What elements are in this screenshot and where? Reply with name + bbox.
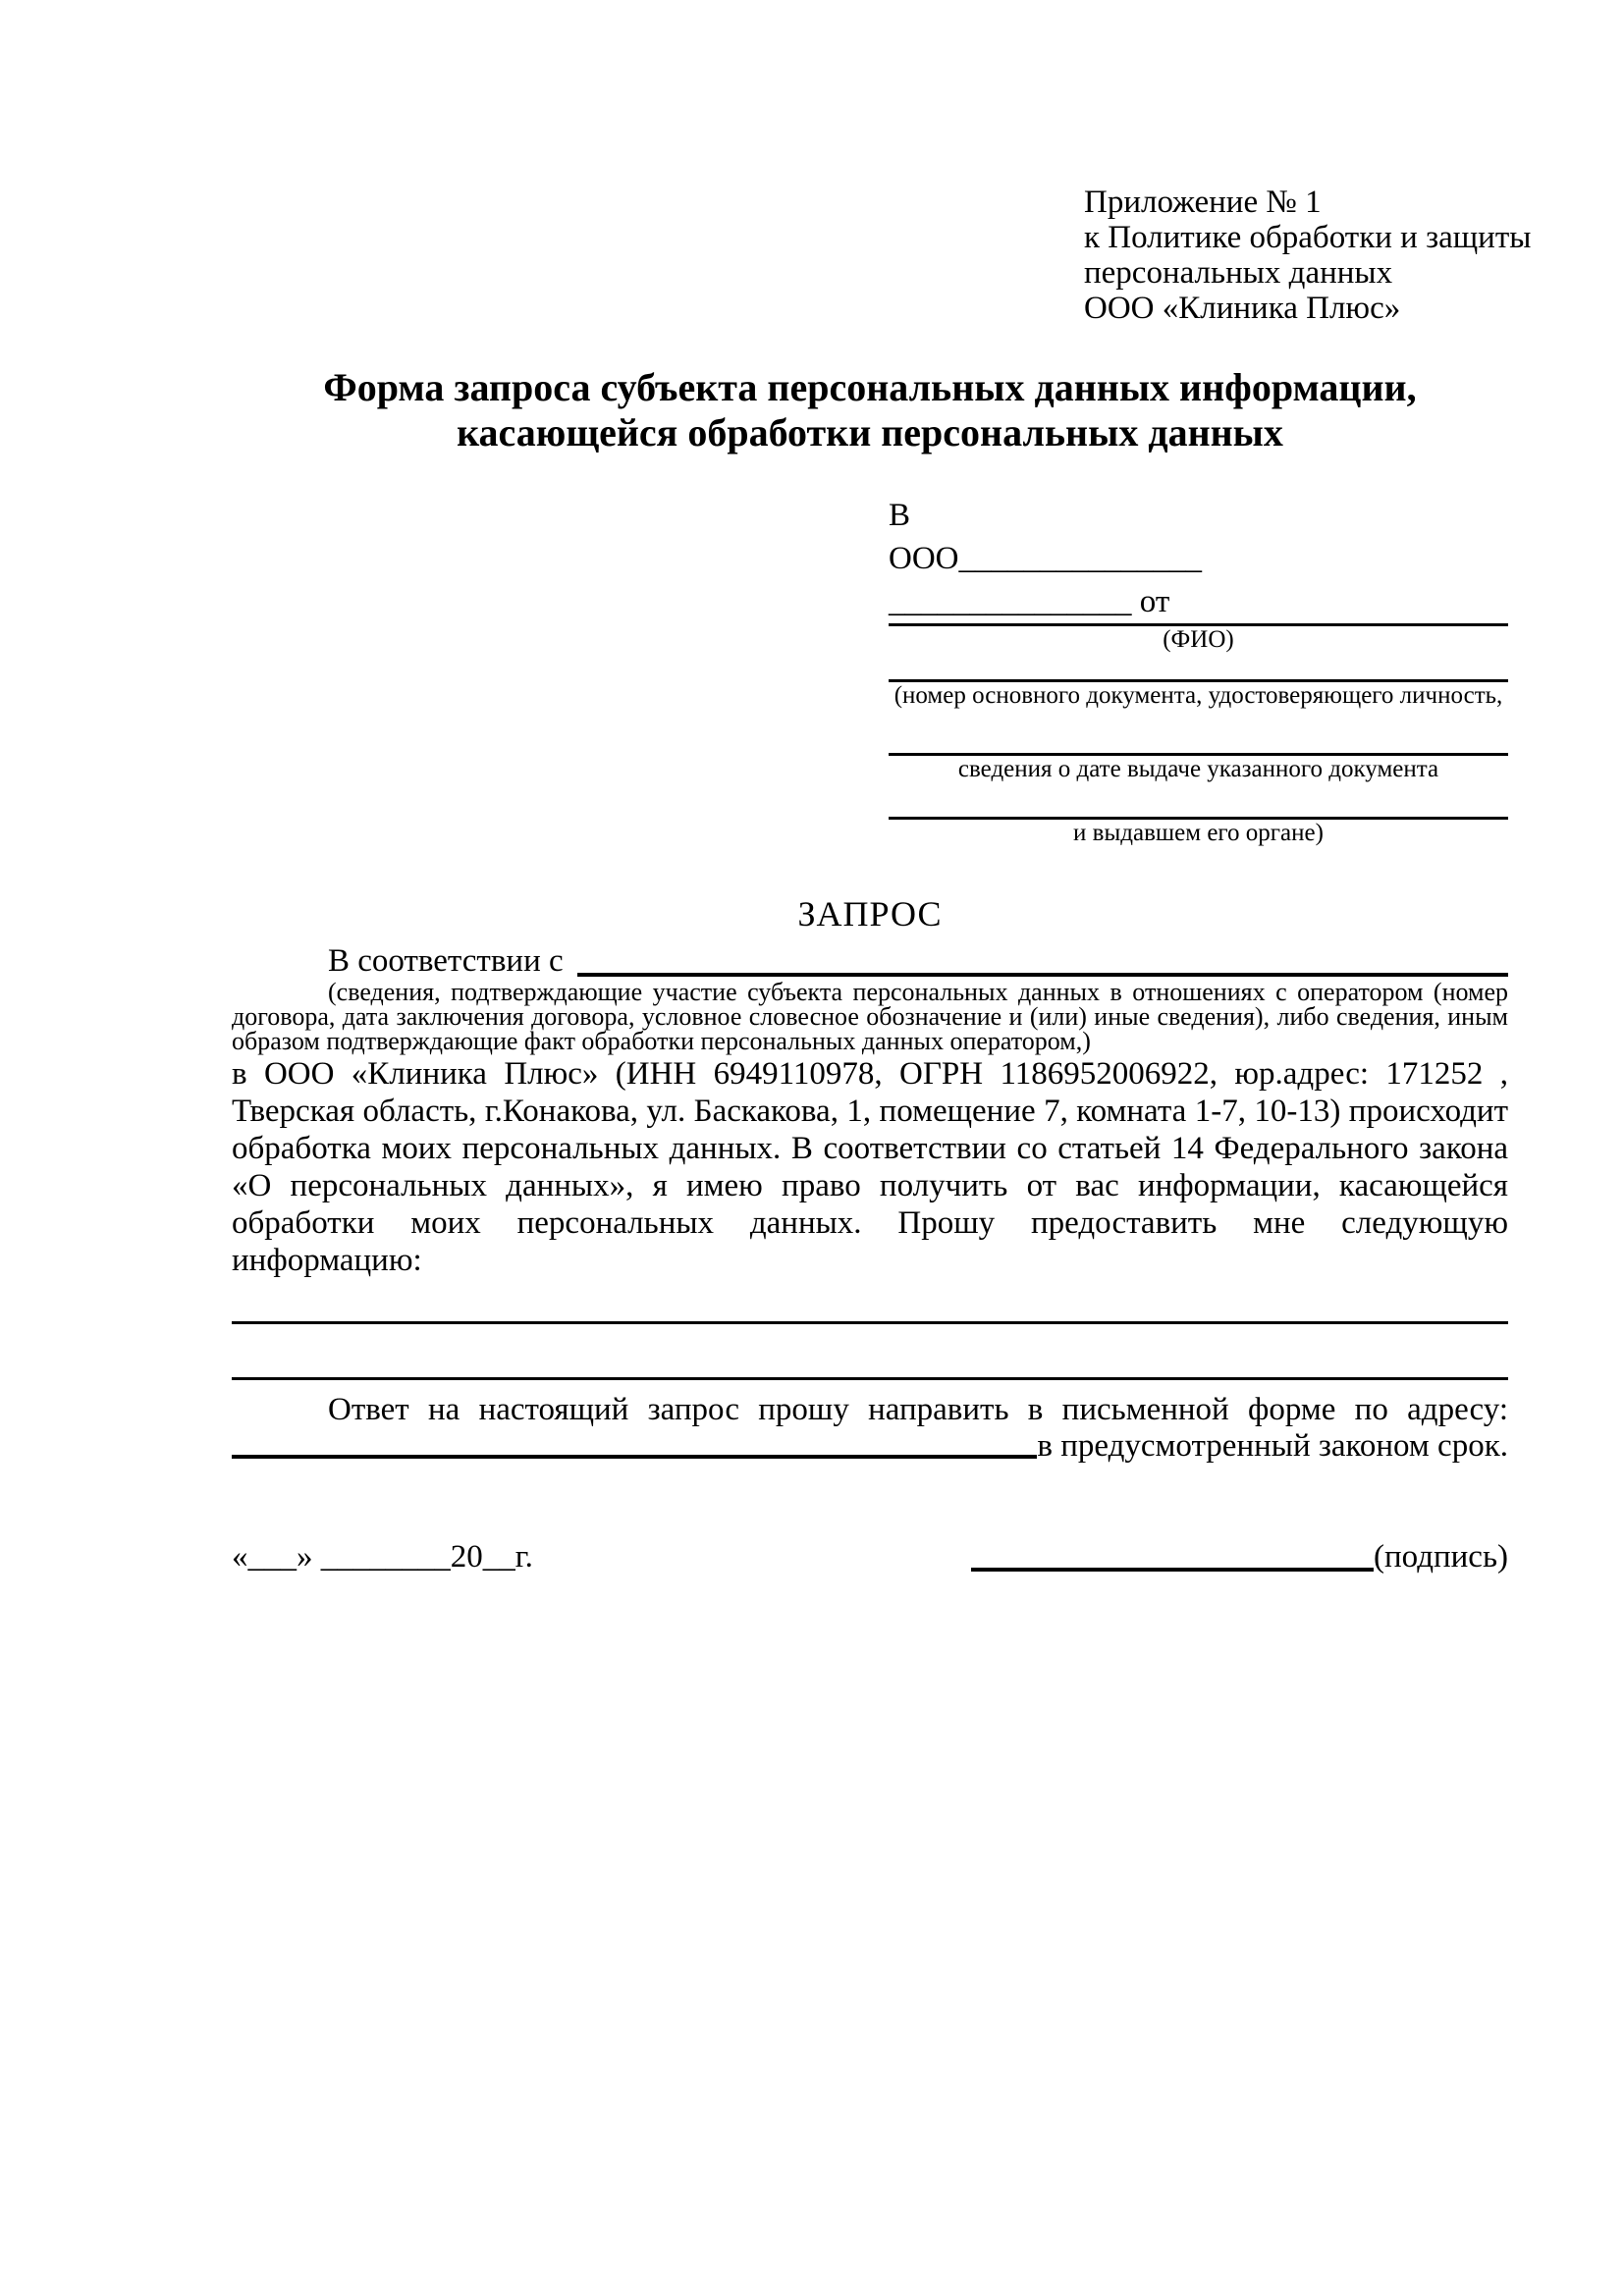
signature-group: [971, 1537, 1508, 1576]
doc-number-caption: (номер основного документа, удостоверяющего личность,: [893, 682, 1503, 709]
appendix-block: [1084, 185, 1532, 326]
date-field: «___» ________20__г.: [232, 1539, 533, 1575]
from-blank-field: _______________: [889, 584, 1132, 619]
address-blank-line: [232, 1428, 1037, 1459]
doc-issuer-blank-line: [889, 783, 1508, 820]
title-line-1: Форма запроса субъекта персональных данных информации,: [323, 365, 1417, 409]
appendix-line-2: к Политике обработки и защиты: [1084, 220, 1532, 255]
fio-caption: (ФИО): [1163, 626, 1234, 653]
reply-suffix: в предусмотренный законом срок.: [1037, 1428, 1508, 1464]
org-label: ООО: [889, 541, 959, 576]
address-row: [232, 1428, 1508, 1464]
doc-number-blank-line: [889, 654, 1508, 682]
org-name-blank-field: _______________: [958, 541, 1202, 576]
doc-issue-date-caption: сведения о дате выдаче указанного документа: [957, 756, 1439, 782]
request-heading: ЗАПРОС: [797, 894, 943, 934]
addressee-org-line: [889, 537, 1508, 580]
request-body-text: в ООО «Клиника Плюс» (ИНН 6949110978, ОГРН 1186952006922, юр.адрес: 171252 , Тверская область, г.Конакова, ул. Баскакова, 1, помещение 7, комната 1-7, 10-13) происходит обработка моих персональных данных. В соответствии со статьей 14 Федерального закона «О персональных данных», я имею право получить от вас информации, касающейся обработки моих персональных данных. Прошу предоставить мне следующую информацию:: [232, 1056, 1508, 1278]
appendix-line-1: Приложение № 1: [1084, 185, 1322, 220]
addressee-from-line: [889, 580, 1508, 623]
title-line-2: касающейся обработки персональных данных: [457, 410, 1283, 454]
intro-label: В соответствии с: [328, 943, 564, 979]
reply-line: Ответ на настоящий запрос прошу направить в письменной форме по адресу:: [328, 1392, 1508, 1427]
signature-caption: (подпись): [1374, 1539, 1508, 1575]
document-title: [232, 365, 1508, 455]
basis-blank-line: [577, 942, 1508, 977]
appendix-line-4: ООО «Клиника Плюс»: [1084, 291, 1401, 326]
addressee-block: [889, 494, 1508, 847]
appendix-line-3: персональных данных: [1084, 255, 1393, 291]
addressee-to-label: В: [889, 498, 911, 533]
signature-row: [232, 1537, 1508, 1576]
doc-issue-date-blank-line: [889, 710, 1508, 756]
intro-line: [232, 942, 1508, 980]
doc-issuer-caption: и выдавшем его органе): [1073, 820, 1324, 846]
note-text: (сведения, подтверждающие участие субъекта персональных данных в отношениях с оператором (номер договора, дата заключения договора, условное словесное обозначение и (или) иные сведения), либо сведения, иным образом подтверждающие факт обработки персональных данных оператором,): [232, 978, 1508, 1055]
signature-blank-line: [971, 1537, 1374, 1572]
info-blank-line-2: [232, 1324, 1508, 1380]
from-label: от: [1131, 584, 1170, 619]
